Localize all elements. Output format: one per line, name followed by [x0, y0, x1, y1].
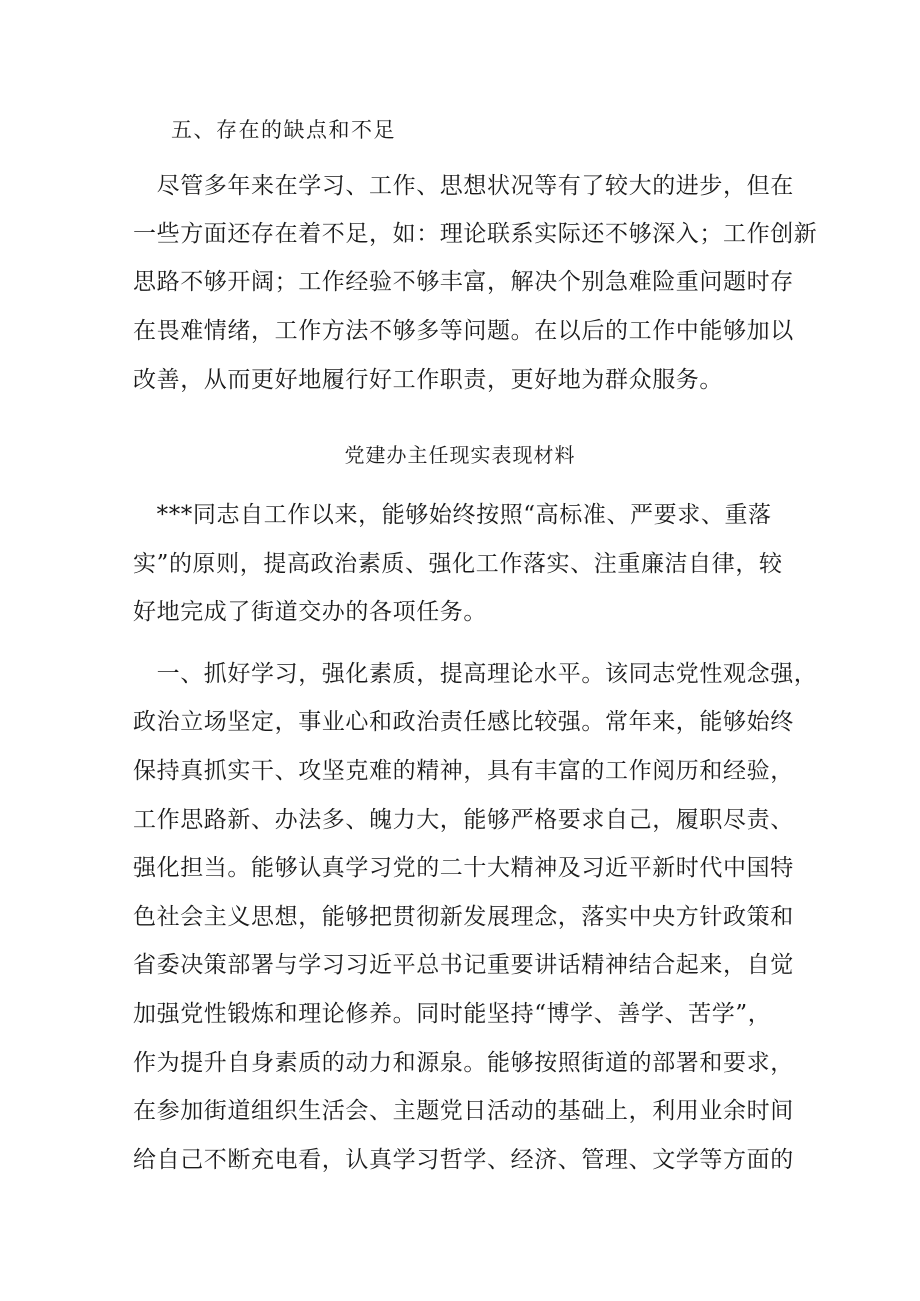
paragraph-line: 加强党性锻炼和理论修养。同时能坚持“博学、善学、苦学”， [133, 1001, 772, 1027]
paragraph-line: 政治立场坚定，事业心和政治责任感比较强。常年来，能够始终 [133, 709, 794, 735]
paragraph-line: 一些方面还存在着不足，如：理论联系实际还不够深入；工作创新 [133, 221, 818, 247]
paragraph-line: 强化担当。能够认真学习党的二十大精神及习近平新时代中国特 [133, 855, 794, 881]
paragraph-line: 给自己不断充电看，认真学习哲学、经济、管理、文学等方面的 [133, 1147, 794, 1173]
paragraph-line: 在参加街道组织生活会、主题党日活动的基础上，利用业余时间 [133, 1098, 794, 1124]
paragraph-line: 保持真抓实干、攻坚克难的精神，具有丰富的工作阅历和经验， [133, 758, 794, 784]
paragraph-line: 省委决策部署与学习习近平总书记重要讲话精神结合起来，自觉 [133, 952, 794, 978]
paragraph-line: 好地完成了街道交办的各项任务。 [133, 599, 487, 625]
paragraph-line: 色社会主义思想，能够把贯彻新发展理念，落实中央方针政策和 [133, 904, 794, 930]
document-title: 党建办主任现实表现材料 [344, 443, 576, 467]
paragraph-line: 实”的原则，提高政治素质、强化工作落实、注重廉洁自律，较 [133, 551, 783, 577]
paragraph-line: 工作思路新、办法多、魄力大，能够严格要求自己，履职尽责、 [133, 807, 794, 833]
paragraph-line: 尽管多年来在学习、工作、思想状况等有了较大的进步，但在 [133, 173, 794, 199]
paragraph-line: 一、抓好学习，强化素质，提高理论水平。该同志党性观念强， [133, 661, 818, 687]
section-heading-shortcomings: 五、存在的缺点和不足 [171, 118, 396, 142]
paragraph-line: 思路不够开阔；工作经验不够丰富，解决个别急难险重问题时存 [133, 269, 794, 295]
paragraph-line: 在畏难情绪，工作方法不够多等问题。在以后的工作中能够加以 [133, 318, 794, 344]
paragraph-line: ***同志自工作以来，能够始终按照“高标准、严要求、重落 [133, 502, 772, 528]
paragraph-line: 作为提升自身素质的动力和源泉。能够按照街道的部署和要求， [133, 1050, 794, 1076]
paragraph-line: 改善，从而更好地履行好工作职责，更好地为群众服务。 [133, 367, 723, 393]
